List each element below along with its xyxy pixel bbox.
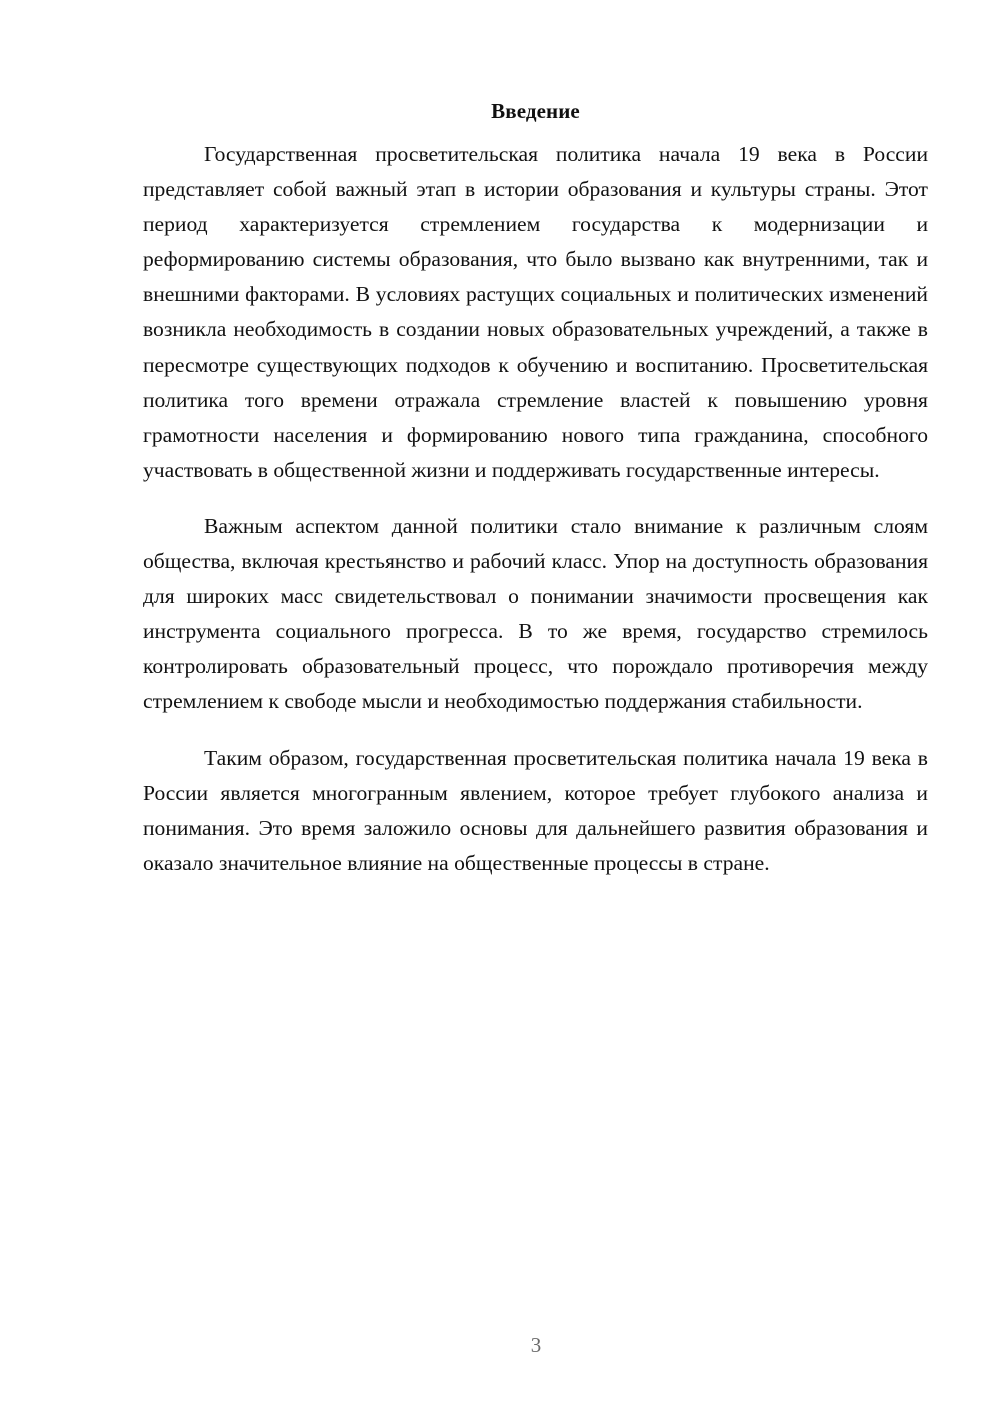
paragraph-1: Государственная просветительская политика начала 19 века в России представляет собой важный этап в истории образования и культуры страны. Этот период характеризуется стремлением государства к модернизации и реформированию системы образования, что было вызвано как внутренними, так и внешними факторами. В условиях растущих социальных и политических изменений возникла необходимость в создании новых образовательных учреждений, а также в пересмотре существующих подходов к обучению и воспитанию. Просветительская политика того времени отражала стремление властей к повышению уровня грамотности населения и формированию нового типа гражданина, способного участвовать в общественной жизни и поддерживать государственные интересы. [143,142,928,482]
section-heading: Введение [491,99,580,123]
paragraph-2: Важным аспектом данной политики стало внимание к различным слоям общества, включая крестьянство и рабочий класс. Упор на доступность образования для широких масс свидетельствовал о понимании значимости просвещения как инструмента социального прогресса. В то же время, государство стремилось контролировать образовательный процесс, что порождало противоречия между стремлением к свободе мысли и необходимостью поддержания стабильности. [143,513,928,714]
page-number: 3 [530,1333,542,1357]
document-body [143,95,928,881]
paragraph-3: Таким образом, государственная просветительская политика начала 19 века в России является многогранным явлением, которое требует глубокого анализа и понимания. Это время заложило основы для дальнейшего развития образования и оказало значительное влияние на общественные процессы в стране. [143,745,928,875]
